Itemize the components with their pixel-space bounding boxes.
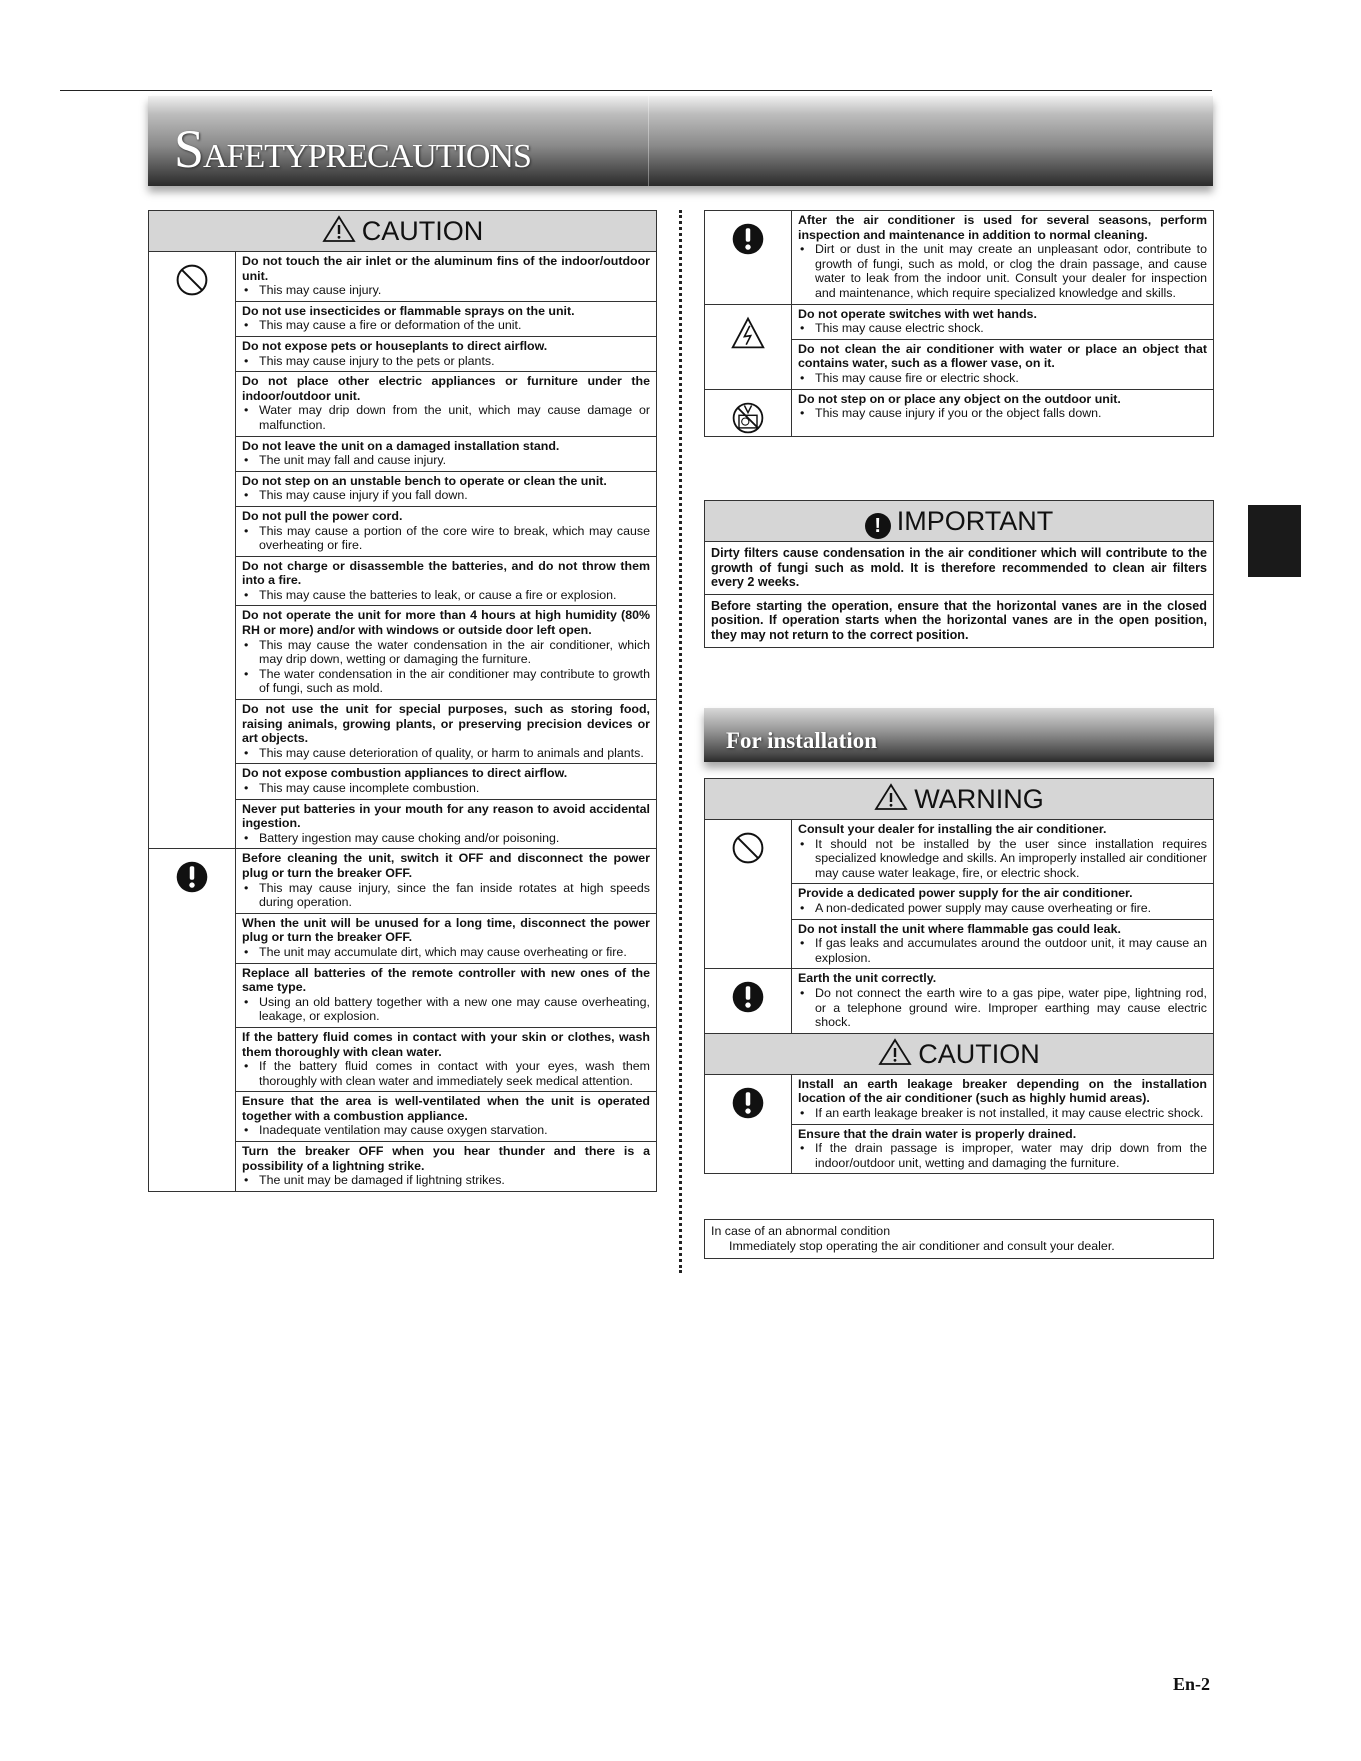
important-heading: ! IMPORTANT (705, 501, 1213, 542)
precaution-bullet: • This may cause injury. (242, 283, 650, 298)
precaution-item (792, 211, 1213, 304)
precaution-item (236, 506, 656, 556)
mandatory-icon (174, 859, 210, 895)
precaution-group (705, 211, 1213, 304)
precaution-bullet: • Water may drip down from the unit, which may cause damage or malfunction. (242, 403, 650, 432)
precaution-item (236, 471, 656, 506)
precaution-statement: Do not expose pets or houseplants to direct airflow. (242, 338, 548, 353)
precaution-statement: Do not place other electric appliances or furniture under the indoor/outdoor unit. (242, 374, 650, 403)
icon-cell (705, 211, 792, 304)
precaution-item (792, 883, 1213, 918)
precaution-item (236, 371, 656, 435)
precaution-statement: Earth the unit correctly. (798, 971, 937, 986)
icon-cell (705, 390, 792, 436)
precaution-item (792, 820, 1213, 883)
mandatory-icon (730, 221, 766, 257)
precaution-statement: Provide a dedicated power supply for the air conditioner. (798, 886, 1133, 901)
precaution-group (705, 820, 1213, 968)
precaution-bullet: • If an earth leakage breaker is not installed, it may cause electric shock. (798, 1106, 1207, 1121)
abnormal-title: In case of an abnormal condition (711, 1224, 891, 1238)
precaution-bullet: • If the battery fluid comes in contact with your eyes, wash them thoroughly with clean water and immediately seek medical attention. (242, 1059, 650, 1088)
important-paragraph: Before starting the operation, ensure that the horizontal vanes are in the closed position. If operation starts when the horizontal vanes are in the open position, they may not return to the correct position. (705, 594, 1213, 647)
precaution-statement: After the air conditioner is used for several seasons, perform inspection and maintenance in addition to normal cleaning. (798, 213, 1207, 242)
precaution-bullet: • Inadequate ventilation may cause oxygen starvation. (242, 1123, 650, 1138)
precaution-item (792, 1075, 1213, 1124)
precaution-item (236, 1141, 656, 1191)
warning-triangle-icon (878, 1037, 912, 1065)
page-title: SAFETYPRECAUTIONS (174, 119, 531, 179)
precaution-statement: Do not expose combustion appliances to direct airflow. (242, 766, 568, 781)
precaution-bullet: • This may cause fire or electric shock. (798, 371, 1207, 386)
page-number: En-2 (1173, 1674, 1211, 1694)
precaution-bullet: • This may cause injury to the pets or plants. (242, 354, 650, 369)
precaution-statement: Do not install the unit where flammable gas could leak. (798, 921, 1121, 936)
prohibited-icon (174, 262, 210, 298)
precaution-item (236, 913, 656, 963)
precaution-group (705, 1075, 1213, 1174)
precaution-statement: Do not operate the unit for more than 4 hours at high humidity (80% RH or more) and/or with windows or outside door left open. (242, 608, 650, 638)
precaution-bullet: • Using an old battery together with a new one may cause overheating, leakage, or explosion. (242, 995, 650, 1024)
precaution-statement: Turn the breaker OFF when you hear thunder and there is a possibility of a lightning strike. (242, 1144, 650, 1173)
precaution-bullet: • If gas leaks and accumulates around the outdoor unit, it may cause an explosion. (798, 936, 1207, 965)
precaution-bullet: • Do not connect the earth wire to a gas pipe, water pipe, lightning rod, or a telephone ground wire. Improper earthing may cause electric shock. (798, 986, 1207, 1030)
prohibited-icon (730, 830, 766, 866)
precaution-bullet: • This may cause a fire or deformation of the unit. (242, 318, 650, 333)
precaution-item (792, 1124, 1213, 1174)
precaution-bullet: • The unit may fall and cause injury. (242, 453, 650, 468)
exclamation-icon: ! (865, 513, 891, 539)
precaution-item (236, 1091, 656, 1141)
header-divider (648, 96, 649, 186)
caution-table-left (148, 210, 657, 1192)
precaution-statement: Do not clean the air conditioner with water or place an object that contains water, such as a flower vase, on it. (798, 341, 1207, 371)
precaution-bullet: • Dirt or dust in the unit may create an unpleasant odor, contribute to growth of fungi, such as mold, or clog the drain passage, and cause water to leak from the indoor unit. Consult your dealer for inspection and maintenance, which require specialized knowledge and skills. (798, 242, 1207, 300)
warning-triangle-icon (322, 214, 356, 242)
icon-cell (705, 305, 792, 389)
caution-table-right (704, 210, 1214, 437)
precaution-bullet: • If the drain passage is improper, water may drip down from the indoor/outdoor unit, wetting and damaging the furniture. (798, 1141, 1207, 1170)
precaution-item (792, 339, 1213, 389)
side-tab (1248, 505, 1301, 577)
precaution-statement: Do not leave the unit on a damaged installation stand. (242, 438, 560, 453)
precaution-item (236, 849, 656, 912)
precaution-bullet: • The unit may accumulate dirt, which may cause overheating or fire. (242, 945, 650, 960)
precaution-bullet: • This may cause injury, since the fan inside rotates at high speeds during operation. (242, 881, 650, 910)
do-not-step-icon (730, 400, 766, 436)
mandatory-icon (730, 1085, 766, 1121)
precaution-item (792, 305, 1213, 339)
precaution-bullet: • This may cause deterioration of quality, or harm to animals and plants. (242, 746, 650, 761)
precaution-item (236, 799, 656, 849)
installation-table (704, 778, 1214, 1174)
important-paragraph: Dirty filters cause condensation in the air conditioner which will contribute to the growth of fungi such as mold. It is therefore recommended to clean air filters every 2 weeks. (711, 546, 1207, 590)
icon-cell (705, 1075, 792, 1174)
precaution-statement: Replace all batteries of the remote controller with new ones of the same type. (242, 965, 650, 995)
precaution-bullet: • This may cause injury if you or the object falls down. (798, 406, 1207, 421)
precaution-item (236, 252, 656, 301)
precaution-item (236, 1027, 656, 1091)
precaution-statement: When the unit will be unused for a long time, disconnect the power plug or turn the breaker OFF. (242, 915, 650, 945)
precaution-statement: Do not use the unit for special purposes, such as storing food, raising animals, growing plants, or preserving precision devices or art objects. (242, 702, 650, 746)
precaution-bullet: • This may cause the water condensation in the air conditioner, which may drip down, wetting or damaging the furniture. (242, 638, 650, 667)
precaution-item (236, 301, 656, 336)
electric-shock-icon (730, 315, 766, 351)
icon-cell (149, 849, 236, 1190)
precaution-statement: Never put batteries in your mouth for any reason to avoid accidental ingestion. (242, 801, 650, 831)
warning-triangle-icon (874, 782, 908, 810)
precaution-statement: Before cleaning the unit, switch it OFF and disconnect the power plug or turn the breaker OFF. (242, 851, 650, 880)
precaution-statement: Do not charge or disassemble the batteries, and do not throw them into a fire. (242, 558, 650, 588)
mandatory-icon (730, 979, 766, 1015)
precaution-group (149, 252, 656, 848)
precaution-statement: Ensure that the area is well-ventilated when the unit is operated together with a combustion appliance. (242, 1094, 650, 1123)
installation-header: For installation (704, 708, 1214, 762)
precaution-group (705, 389, 1213, 436)
precaution-item (236, 556, 656, 606)
precaution-statement: Do not operate switches with wet hands. (798, 306, 1037, 321)
important-box (704, 500, 1214, 648)
precaution-item (236, 436, 656, 471)
icon-cell (705, 820, 792, 968)
precaution-statement: Do not step on an unstable bench to operate or clean the unit. (242, 473, 607, 488)
precaution-item (236, 605, 656, 699)
precaution-statement: Consult your dealer for installing the air conditioner. (798, 822, 1107, 836)
precaution-bullet: • A non-dedicated power supply may cause overheating or fire. (798, 901, 1207, 916)
warning-heading: WARNING (705, 779, 1213, 820)
precaution-bullet: • The unit may be damaged if lightning strikes. (242, 1173, 650, 1188)
precaution-statement: Do not pull the power cord. (242, 508, 403, 523)
precaution-item (792, 390, 1213, 424)
precaution-group (705, 304, 1213, 389)
precaution-statement: Do not touch the air inlet or the aluminum fins of the indoor/outdoor unit. (242, 254, 650, 283)
precaution-bullet: • The water condensation in the air conditioner may contribute to growth of fungi, such as mold. (242, 667, 650, 696)
icon-cell (149, 252, 236, 848)
precaution-statement: Install an earth leakage breaker depending on the installation location of the air conditioner (such as highly humid areas). (798, 1076, 1207, 1106)
precaution-bullet: • This may cause a portion of the core wire to break, which may cause overheating or fire. (242, 524, 650, 553)
precaution-bullet: • It should not be installed by the user since installation requires specialized knowledge and skills. An improperly installed air conditioner may cause water leakage, fire, or electric shock. (798, 837, 1207, 881)
precaution-statement: Do not step on or place any object on the outdoor unit. (798, 391, 1121, 406)
precaution-bullet: • This may cause injury if you fall down. (242, 488, 650, 503)
precaution-item (236, 699, 656, 763)
precaution-statement: Ensure that the drain water is properly drained. (798, 1126, 1077, 1141)
caution-heading: CAUTION (149, 211, 656, 252)
precaution-group (149, 848, 656, 1190)
precaution-bullet: • Battery ingestion may cause choking and/or poisoning. (242, 831, 650, 846)
precaution-statement: Do not use insecticides or flammable sprays on the unit. (242, 303, 575, 318)
precaution-item (236, 963, 656, 1027)
precaution-statement: If the battery fluid comes in contact with your skin or clothes, wash them thoroughly with clean water. (242, 1029, 650, 1059)
precaution-item (792, 919, 1213, 969)
abnormal-text: Immediately stop operating the air conditioner and consult your dealer. (729, 1238, 1115, 1253)
precaution-bullet: • This may cause the batteries to leak, or cause a fire or explosion. (242, 588, 650, 603)
precaution-bullet: • This may cause incomplete combustion. (242, 781, 650, 796)
precaution-item (236, 763, 656, 798)
precaution-item (792, 969, 1213, 1032)
column-divider (679, 210, 682, 1273)
abnormal-condition-box (704, 1219, 1214, 1259)
precaution-group (705, 968, 1213, 1032)
precaution-bullet: • This may cause electric shock. (798, 321, 1207, 336)
caution-heading: CAUTION (705, 1033, 1213, 1075)
section-header (148, 96, 1213, 186)
top-rule (60, 90, 1212, 91)
icon-cell (705, 969, 792, 1032)
precaution-item (236, 336, 656, 371)
